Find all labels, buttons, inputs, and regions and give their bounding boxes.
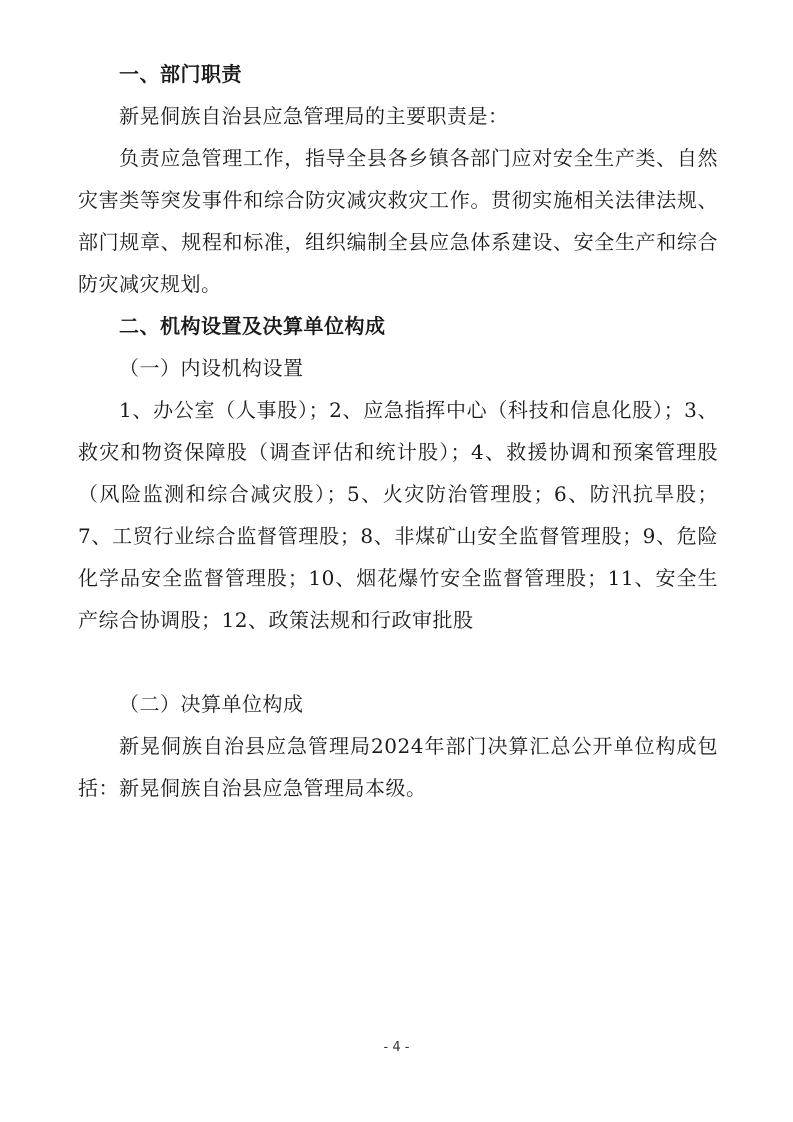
paragraph-spacer [78,641,718,683]
section-heading-organization: 二、机构设置及决算单位构成 [119,314,386,338]
duties-intro: 新晃侗族自治县应急管理局的主要职责是： [119,104,509,128]
subsection-heading-internal-units: （一）内设机构设置 [119,356,304,380]
subsection-heading-budget-units: （二）决算单位构成 [119,692,304,716]
page-content [78,53,718,809]
section-heading-duties: 一、部门职责 [119,62,242,86]
page-number: - 4 - [383,1040,410,1055]
budget-units-body: 新晃侗族自治县应急管理局2024年部门决算汇总公开单位构成包括：新晃侗族自治县应急管理局本级。 [78,734,718,800]
duties-body: 负责应急管理工作，指导全县各乡镇各部门应对安全生产类、自然灾害类等突发事件和综合防灾减灾救灾工作。贯彻实施相关法律法规、部门规章、规程和标准，组织编制全县应急体系建设、安全生产和综合防灾减灾规划。 [78,146,718,296]
internal-units-body: 1、办公室（人事股）；2、应急指挥中心（科技和信息化股）；3、救灾和物资保障股（调查评估和统计股）；4、救援协调和预案管理股（风险监测和综合减灾股）；5、火灾防治管理股；6、防汛抗旱股；7、工贸行业综合监督管理股；8、非煤矿山安全监督管理股；9、危险化学品安全监督管理股；10、烟花爆竹安全监督管理股；11、安全生产综合协调股；12、政策法规和行政审批股 [78,398,718,632]
